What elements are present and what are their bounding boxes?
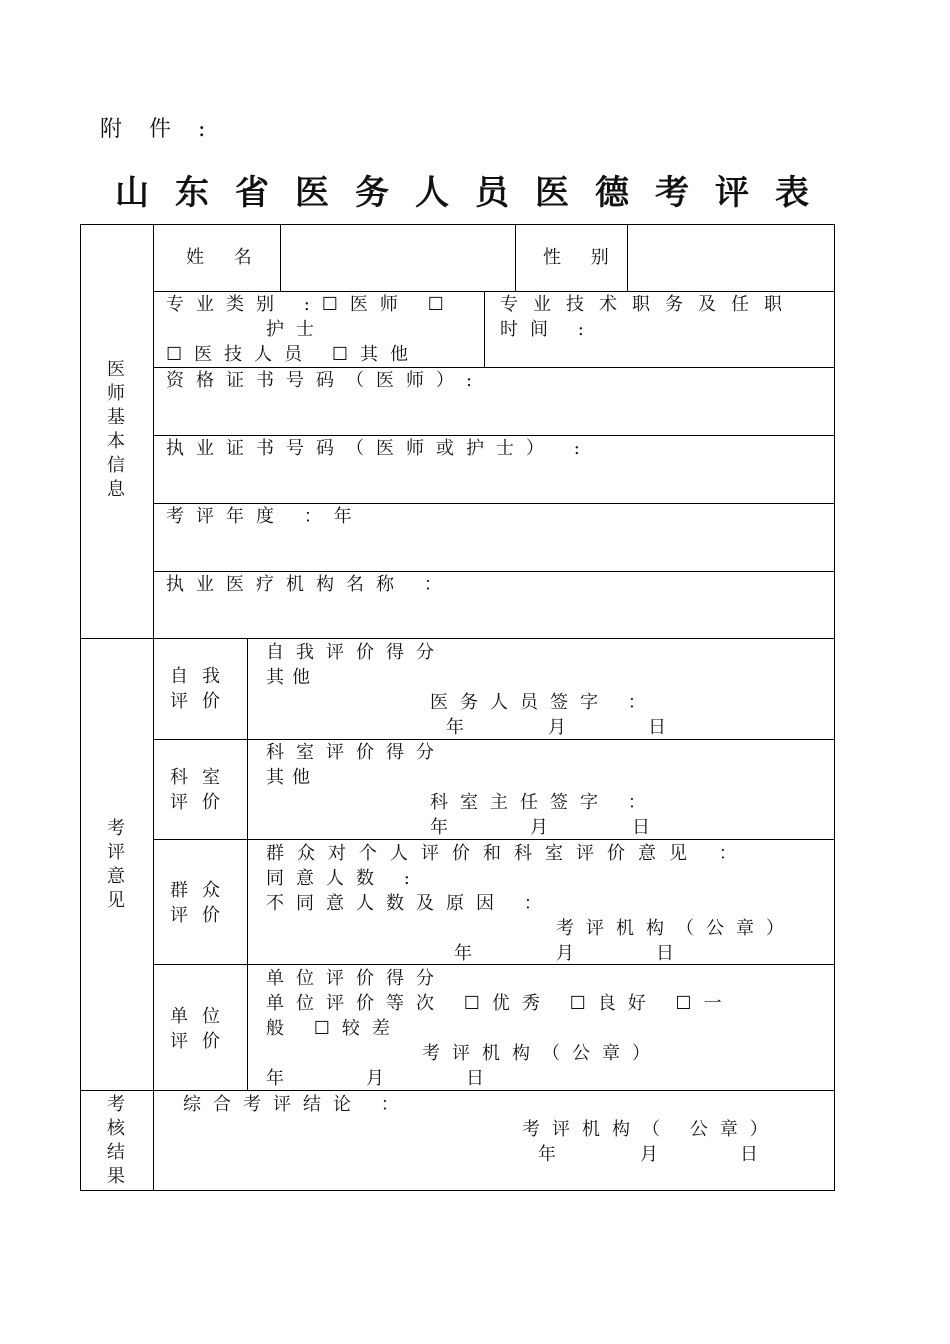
unit-date-month: 月 — [366, 1068, 384, 1089]
public-disagree-label: 不同意人数及原因 ： — [266, 893, 554, 914]
conclusion-label: 综合考评结论 ： — [183, 1094, 411, 1115]
dept-date-month: 月 — [530, 817, 548, 838]
unit-eval-label-1: 单位 — [170, 1006, 234, 1027]
name-label: 姓 名 — [186, 247, 264, 268]
qualification-cert-label: 资格证书号码（医师）: — [166, 370, 485, 391]
institution-label: 执业医疗机构名称 ： — [166, 574, 454, 595]
public-eval-label-1: 群众 — [170, 880, 234, 901]
attachment-label: 附 件 : — [100, 117, 216, 142]
dept-score-label: 科室评价得分 — [266, 742, 446, 763]
result-date-month: 月 — [640, 1144, 658, 1165]
gender-field[interactable] — [629, 226, 833, 290]
public-date-day: 日 — [656, 943, 674, 964]
public-opinion-label: 群众对个人评价和科室评价意见 ： — [266, 843, 750, 864]
dept-eval-label-1: 科室 — [170, 767, 234, 788]
name-field[interactable] — [282, 226, 514, 290]
section-basic-info: 医师基本信息 — [107, 359, 125, 500]
gender-label: 性 别 — [543, 247, 621, 268]
self-eval-label-1: 自我 — [170, 666, 234, 687]
public-agree-label: 同意人数 : — [266, 868, 422, 889]
category-line-1: 专业类别 :☐医师 ☐ — [166, 294, 456, 315]
dept-date-year: 年 — [430, 817, 448, 838]
section-result: 考核结果 — [107, 1094, 125, 1187]
evaluation-year-label: 考评年度 ：年 — [166, 506, 364, 527]
dept-date-day: 日 — [632, 817, 650, 838]
public-date-month: 月 — [556, 943, 574, 964]
self-eval-label-2: 评价 — [170, 691, 234, 712]
result-date-year: 年 — [538, 1144, 556, 1165]
unit-seal-label: 考评机构（公章） — [422, 1043, 662, 1064]
category-line-2: 护士 — [266, 319, 326, 340]
practice-cert-label: 执业证书号码（医师或护士） : — [166, 438, 592, 459]
title-time-line-2: 时间 : — [500, 319, 596, 340]
form-title: 山东省医务人员医德考评表 — [115, 173, 835, 213]
unit-score-label: 单位评价得分 — [266, 968, 446, 989]
section-evaluation: 考评意见 — [107, 818, 125, 911]
public-date-year: 年 — [454, 943, 472, 964]
self-other-label: 其他 — [266, 667, 318, 688]
dept-sign-label: 科室主任签字 ： — [430, 792, 658, 813]
public-eval-label-2: 评价 — [170, 905, 234, 926]
self-sign-label: 医务人员签字 ： — [430, 692, 658, 713]
unit-date-day: 日 — [466, 1068, 484, 1089]
self-score-label: 自我评价得分 — [266, 642, 446, 663]
unit-eval-label-2: 评价 — [170, 1031, 234, 1052]
title-time-line-1: 专业技术职务及任职 — [500, 294, 797, 315]
unit-grade-line-2: 般 ☐较差 — [266, 1018, 402, 1039]
result-seal-label: 考评机构（ 公章） — [522, 1119, 780, 1140]
unit-date-year: 年 — [266, 1068, 284, 1089]
dept-eval-label-2: 评价 — [170, 792, 234, 813]
result-date-day: 日 — [740, 1144, 758, 1165]
public-seal-label: 考评机构（公章） — [556, 918, 796, 939]
self-date-year: 年 — [446, 717, 464, 738]
self-date-month: 月 — [548, 717, 566, 738]
dept-other-label: 其他 — [266, 767, 318, 788]
unit-grade-line-1: 单位评价等次 ☐优秀 ☐良好 ☐一 — [266, 993, 734, 1014]
self-date-day: 日 — [648, 717, 666, 738]
category-line-3: ☐医技人员 ☐其他 — [166, 344, 420, 365]
